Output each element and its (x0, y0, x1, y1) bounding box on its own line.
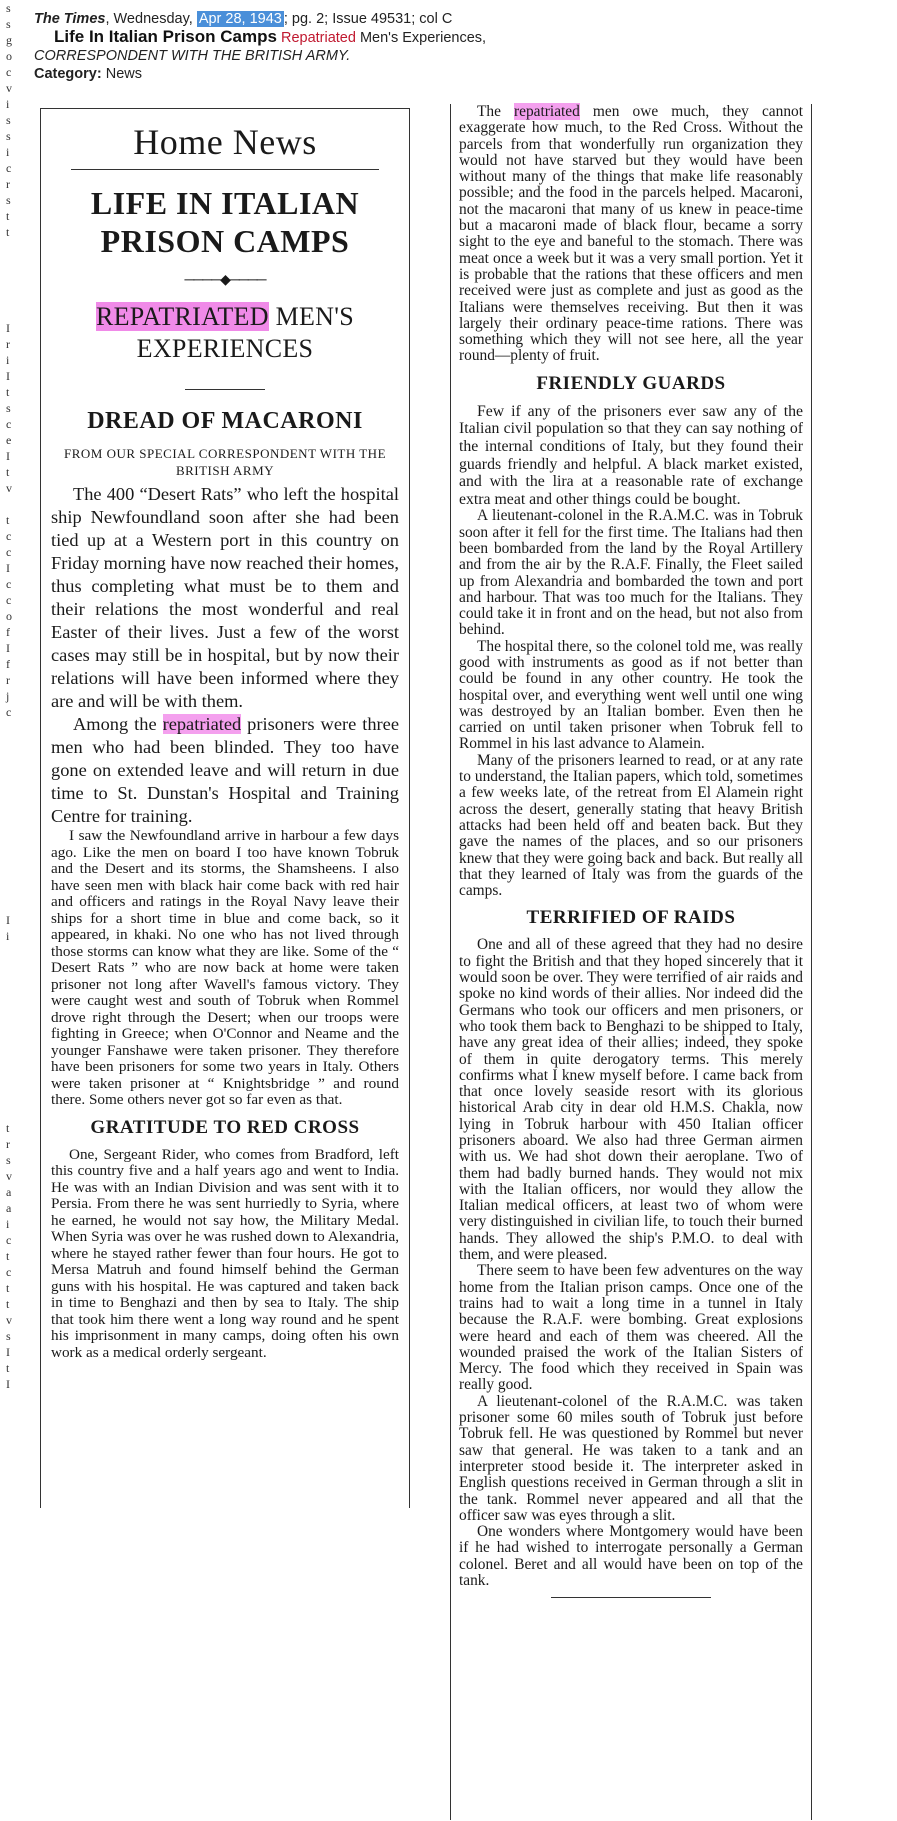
end-rule (551, 1597, 711, 1598)
fragment-glyph: r (6, 1137, 10, 1151)
fragment-glyph (6, 496, 30, 512)
fragment-glyph (6, 816, 30, 832)
date-highlight: Apr 28, 1943 (198, 11, 282, 27)
article-subtitle: CORRESPONDENT WITH THE BRITISH ARMY. (34, 48, 351, 64)
fragment-glyph: i (6, 97, 10, 111)
fragment-glyph: s (6, 1153, 11, 1167)
fragment-glyph: I (6, 449, 10, 463)
c2p1-highlight: repatriated (514, 103, 580, 120)
category-label: Category: (34, 66, 102, 82)
c2p1-end: men owe much, they cannot exaggerate how much, to the Red Cross. Without the parcels from that wonderfully run organization they would not have starved but they would have been without many of the things that make life reasonably possible; and the food in the parcels helped. Macaroni, not the macaroni that many of us knew in peace-time but a macaroni made of black flour, became a sorry sight to the eye and baneful to the stomach. There was meat once a week but it was a very small portion. Yet it is probable that the rations that these officers and men received were just as complete and just as good as the Italians were themselves receiving. But then it was largely their ordinary peace-time rations. There was something which they will not see here, all the year round—plenty of fruit. (459, 103, 803, 365)
paragraph-tobruk: A lieutenant-colonel in the R.A.M.C. was in Tobruk soon after it fell for the first time. The Italians had then been bombarded from the land by the Royal Artillery and from the air by the R.A.F. Finally, the Fleet sailed up from Alexandria and bombarded the town and port and harbour. That was too much for the Italians. They could take it in front and on the head, but not also from behind. (459, 507, 803, 639)
fragment-glyph (6, 800, 30, 816)
fragment-glyph: r (6, 337, 10, 351)
fragment-glyph: s (6, 1329, 11, 1343)
fragment-glyph: t (6, 1121, 10, 1135)
fragment-glyph: I (6, 913, 10, 927)
paragraph-hospital: The hospital there, so the colonel told me, was really good with instruments as good as if not better than could be found in any other country. He took the hospital over, and everything went well until one wing was destroyed by an Italian bomber. Even then he carried on until taken prisoner when Tobruk fell to Rommel in his last advance to Alamein. (459, 637, 803, 753)
fragment-glyph: t (6, 385, 10, 399)
article-title-line (34, 28, 874, 47)
newspaper-name: The Times (34, 11, 106, 27)
category-value: News (101, 66, 142, 82)
main-headline: LIFE IN ITALIAN PRISON CAMPS (90, 185, 360, 259)
title-highlight-word: Repatriated (280, 30, 356, 46)
deck-rest: MEN'S EXPERIENCES (136, 302, 355, 363)
fragment-glyph (6, 1008, 30, 1024)
fragment-glyph: r (6, 673, 10, 687)
p2-highlight: repatriated (162, 714, 242, 734)
section-heading-red-cross: GRATITUDE TO RED CROSS (90, 1116, 360, 1138)
fragment-glyph: g (6, 33, 12, 47)
deck-headline (51, 301, 399, 365)
fragment-glyph (6, 848, 30, 864)
fragment-glyph: i (6, 145, 10, 159)
fragment-glyph (6, 1024, 30, 1040)
fragment-glyph (6, 1104, 30, 1120)
deck-highlight: REPATRIATED (95, 302, 269, 331)
fragment-glyph: s (6, 1, 11, 15)
subheadline: DREAD OF MACARONI (87, 408, 363, 434)
fragment-glyph: t (6, 209, 10, 223)
fragment-glyph: t (6, 225, 10, 239)
fragment-glyph: c (6, 545, 12, 559)
fragment-glyph (6, 864, 30, 880)
fragment-glyph (6, 288, 30, 304)
paragraph-rommel: A lieutenant-colonel of the R.A.M.C. was taken prisoner some 60 miles south of Tobruk just before Tobruk fell. He was questioned by Rommel but never saw that general. He was taken to a tank and an interpreter stood beside it. The interpreter asked in English questions received in German through a slit in the tank. Rommel never appeared and all that the officer saw was eyes through a slit. (459, 1392, 803, 1524)
fragment-glyph (6, 240, 30, 256)
fragment-glyph: v (6, 1169, 12, 1183)
fragment-glyph: I (6, 641, 10, 655)
fragment-glyph: c (6, 1265, 12, 1279)
fragment-glyph: t (6, 465, 10, 479)
article-title: Life In Italian Prison Camps (54, 27, 277, 46)
fragment-glyph: c (6, 705, 12, 719)
fragment-glyph (6, 880, 30, 896)
fragment-glyph (6, 944, 30, 960)
fragment-glyph: f (6, 657, 10, 671)
paragraph-italian-papers: Many of the prisoners learned to read, or at any rate to understand, the Italian papers, which told, sometimes a few weeks late, of the retreat from El Alamein right across the desert, generally stating that heavy British attacks had been held off and beaten back. But they gave the names of the places, and so our prisoners knew that they were going back and back. But really all that they learned of Italy was from the guards of the camps. (459, 751, 803, 900)
fragment-glyph: v (6, 1313, 12, 1327)
issue-info: ; pg. 2; Issue 49531; col C (283, 11, 453, 27)
fragment-glyph (6, 1056, 30, 1072)
fragment-glyph: j (6, 689, 10, 703)
fragment-glyph: a (6, 1201, 12, 1215)
fragment-glyph (6, 720, 30, 736)
paragraph-sergeant-rider: One, Sergeant Rider, who comes from Bradford, left this country five and a half years ago and went to India. He was with an Indian Division and was sent with it to Persia. From there he was sent hurriedly to Syria, where he earned, he would not say how, the Military Medal. When Syria was over he was rushed down to Alexandria, where he stayed rather fewer than four hours. He got to Mersa Matruh and found himself behind the German guns with his hospital. He was captured and taken back in time to Benghazi and then by sea to Italy. The ship that took him there went a long way round and he spent his imprisonment in many camps, doing often his own work as a medical orderly sergeant. (51, 1145, 399, 1361)
section-heading-friendly-guards: FRIENDLY GUARDS (536, 372, 726, 394)
fragment-glyph (6, 256, 30, 272)
paragraph-montgomery: One wonders where Montgomery would have been if he had wished to interrogate personally a German colonel. Beret and all would have been on top of the tank. (459, 1523, 803, 1590)
fragment-glyph: t (6, 513, 10, 527)
fragment-glyph: t (6, 1361, 10, 1375)
article-metadata (34, 10, 874, 83)
fragment-glyph: v (6, 481, 12, 495)
fragment-glyph: i (6, 353, 10, 367)
fragment-glyph: t (6, 1281, 10, 1295)
fragment-glyph: s (6, 129, 11, 143)
column-left (40, 108, 410, 1508)
title-rest: Men's Experiences, (355, 30, 487, 46)
section-heading-raids: TERRIFIED OF RAIDS (526, 907, 736, 929)
fragment-glyph (6, 304, 30, 320)
fragment-glyph: s (6, 113, 11, 127)
fragment-glyph: i (6, 929, 10, 943)
fragment-glyph: i (6, 1217, 10, 1231)
fragment-glyph (6, 768, 30, 784)
p2-end: prisoners were three men who had been blinded. They too have gone on extended leave and will return in due time to St. Dunstan's Hospital and Training Centre for training. (51, 714, 399, 826)
fragment-glyph: I (6, 321, 10, 335)
fragment-glyph: s (6, 193, 11, 207)
fragment-glyph: e (6, 433, 12, 447)
short-rule (185, 389, 265, 390)
paragraph-red-cross (459, 104, 803, 365)
paragraph-raids: One and all of these agreed that they had no desire to fight the British and that they hoped sincerely that it would soon be over. They were terrified of air raids and spoke no kind words of their allies. Nor indeed did the Germans who took our officers and men prisoners, or who took them back to Benghazi to be shipped to Italy, have any great idea of their allies; indeed, they spoke of them in quite derogatory terms. This merely confirms what I knew myself before. I came back from that once lovely seaside resort with its glorious historical Arab city in dear old H.M.S. Chakla, now lying in Tobruk harbour with 450 Italian officer prisoners aboard. We also had three German airmen with us. We had shot down their aeroplane. Two of them had badly burned hands. They would not mix with the Italian officers, nor would they allow the Italian medical officers, at least two of whom were very distinguished in civilian life, to touch their burned hands. They allowed the ship's P.M.O. to deal with them, and were pleased. (459, 936, 803, 1264)
paragraph-guards: Few if any of the prisoners ever saw any of the Italian civil population so that they can say nothing of the internal conditions of Italy, but they found their guards friendly and helpful. A black market existed, and with the lira at a reasonable rate of exchange extra meat and other things could be bought. (459, 402, 803, 508)
fragment-glyph (6, 752, 30, 768)
fragment-glyph (6, 736, 30, 752)
fragment-glyph: c (6, 1233, 12, 1247)
fragment-glyph: t (6, 1297, 10, 1311)
fragment-glyph: o (6, 609, 12, 623)
fragment-glyph (6, 1040, 30, 1056)
citation-sep: , Wednesday, (105, 11, 197, 27)
fragment-glyph: c (6, 417, 12, 431)
fragment-glyph (6, 784, 30, 800)
byline: FROM OUR SPECIAL CORRESPONDENT WITH THE BRITISH ARMY (63, 446, 387, 478)
paragraph-blinded (51, 713, 399, 828)
paragraph-journey-home: There seem to have been few adventures on the way home from the Italian prison camps. Once one of the trains had to wait a long time in a tunnel in Italy because the R.A.F. were bombing. Great explosions were heard and each of them was cheered. All the wounded praised the work of the Italian Sisters of Mercy. The food which they received in Spain was really good. (459, 1262, 803, 1394)
citation-line (34, 10, 874, 28)
fragment-glyph: s (6, 401, 11, 415)
fragment-glyph (6, 1072, 30, 1088)
section-rule (71, 169, 379, 170)
fragment-glyph: I (6, 1377, 10, 1391)
fragment-glyph: c (6, 577, 12, 591)
fragment-glyph (6, 896, 30, 912)
p2-start: Among the (73, 714, 163, 734)
column-right (450, 104, 812, 1820)
fragment-glyph: I (6, 561, 10, 575)
fragment-glyph: v (6, 81, 12, 95)
fragment-glyph: c (6, 593, 12, 607)
fragment-glyph (6, 272, 30, 288)
paragraph-newfoundland: I saw the Newfoundland arrive in harbour a few days ago. Like the men on board I too have known Tobruk and the Desert and its storms, the Shamsheens. I also have seen men with black hair come back with red hair and officers and ratings in the Royal Navy leave their ships for a short time in blue and come back, so it appeared, in khaki. No one who has not lived through those storms can know what they are like. Some of the “ Desert Rats ” who are now back at home were taken prisoner not long after Wavell's famous victory. They were caught west and south of Tobruk when Rommel drove right through the Desert; when our troops were fighting in Greece; when O'Connor and Neame and the younger Fanshawe were taken prisoner. They therefore have been prisoners for some two years in Italy. Others were taken prisoner at “ Knightsbridge ” and round there. Some others never got so far even as that. (51, 827, 399, 1108)
adjacent-column-fragments (0, 0, 30, 1716)
fragment-glyph: t (6, 1249, 10, 1263)
fragment-glyph (6, 1088, 30, 1104)
fragment-glyph: s (6, 17, 11, 31)
fragment-glyph (6, 976, 30, 992)
section-heading: Home News (133, 122, 317, 162)
fragment-glyph: f (6, 625, 10, 639)
fragment-glyph: I (6, 1345, 10, 1359)
fragment-glyph: a (6, 1185, 12, 1199)
ornament-divider: ────◆──── (184, 273, 266, 288)
lead-paragraph: The 400 “Desert Rats” who left the hospital ship Newfoundland soon after she had been tied up at a Western port in this country on Friday morning have now reached their homes, thus completing what must be to them and their relations the most wonderful and real Easter of their lives. Just a few of the worst cases may still be in hospital, but by now their relations will have been informed where they are and will be with them. (51, 484, 399, 711)
fragment-glyph (6, 832, 30, 848)
fragment-glyph: o (6, 49, 12, 63)
c2p1-start: The (477, 103, 515, 120)
fragment-glyph: c (6, 529, 12, 543)
fragment-glyph: c (6, 161, 12, 175)
fragment-glyph: I (6, 369, 10, 383)
category-line (34, 65, 874, 83)
fragment-glyph (6, 992, 30, 1008)
fragment-glyph (6, 960, 30, 976)
fragment-glyph: c (6, 65, 12, 79)
fragment-glyph: r (6, 177, 10, 191)
